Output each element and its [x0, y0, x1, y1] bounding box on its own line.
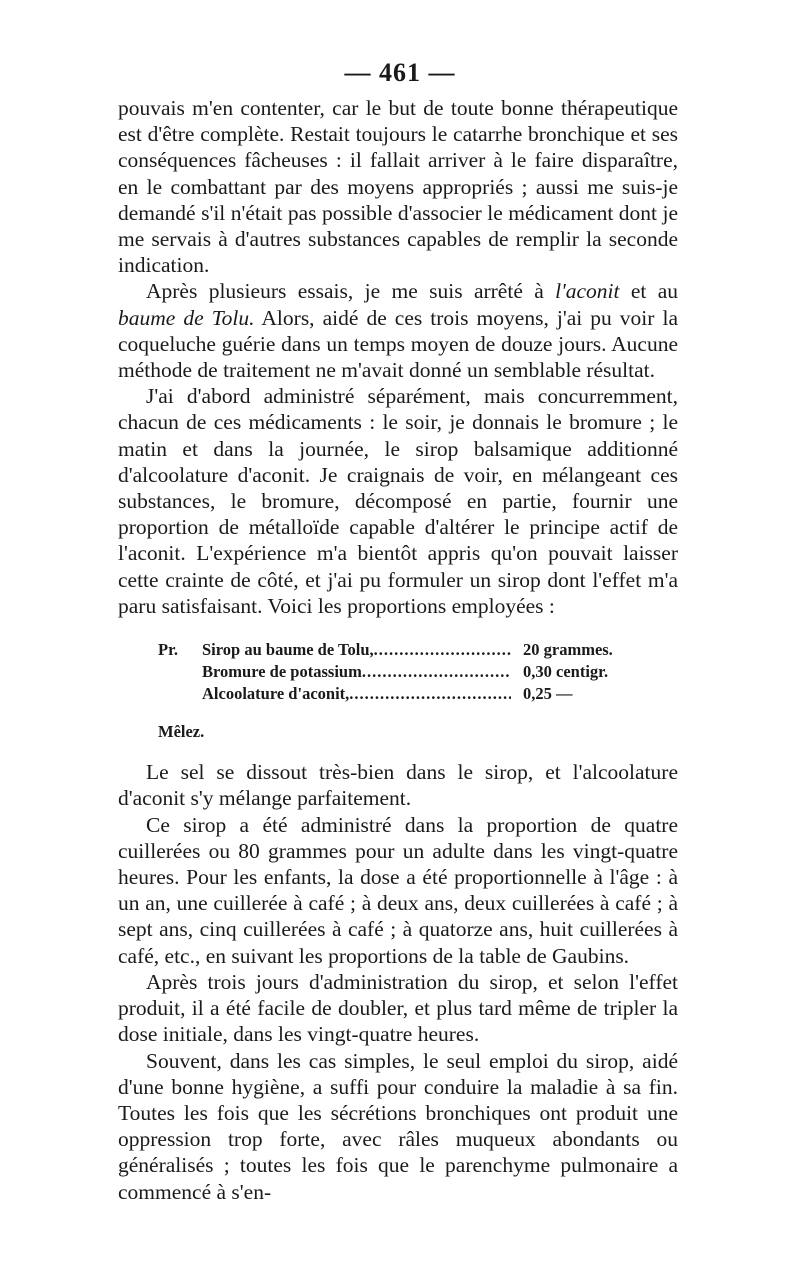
recipe-quantity: 0,25 — — [523, 684, 573, 704]
recipe-ingredient: Sirop au baume de Tolu, — [202, 640, 374, 660]
page-number: — 461 — — [344, 58, 456, 87]
paragraph — [118, 383, 678, 619]
text-run: Ce sirop a été administré dans la proportion de quatre cuillerées ou 80 grammes pour un adulte dans les vingt-quatre heures. Pour les enfants, la dose a été proportionnelle à l'âge : à un an, une cuillerée à café ; à deux ans, deux cuillerées à café ; à sept ans, cinq cuillerées à café ; à quatorze ans, huit cuillerées à café, etc., en suivant les proportions de la table de Gaubins. — [118, 812, 678, 968]
recipe-closing: Mêlez. — [158, 722, 205, 742]
recipe-ingredient: Alcoolature d'aconit, — [202, 684, 350, 704]
recipe-prescription — [158, 639, 633, 705]
paragraph — [118, 969, 678, 1048]
paragraph — [118, 1048, 678, 1205]
recipe-ingredient: Bromure de potassium — [202, 662, 362, 682]
italic-term: baume de Tolu. — [118, 305, 255, 330]
text-run: Après trois jours d'administration du sirop, et selon l'effet produit, il a été facile de doubler, et plus tard même de tripler la dose initiale, dans les vingt-quatre heures. — [118, 969, 678, 1047]
recipe-quantity: 20 grammes. — [523, 640, 613, 660]
leader-dots — [374, 639, 511, 661]
recipe-row — [158, 639, 633, 661]
leader-dots — [362, 661, 511, 683]
paragraph — [118, 759, 678, 811]
recipe-quantity: 0,30 centigr. — [523, 662, 609, 682]
text-run: Le sel se dissout très-bien dans le sirop, et l'alcoolature d'aconit s'y mélange parfaitement. — [118, 760, 678, 811]
text-run: Après plusieurs essais, je me suis arrêté à — [146, 279, 556, 304]
paragraphs-before-recipe — [118, 95, 678, 619]
italic-term: l'aconit — [555, 279, 620, 304]
body-text — [118, 95, 678, 1205]
paragraph — [118, 812, 678, 969]
text-run: pouvais m'en contenter, car le but de toute bonne thérapeutique est d'être complète. Restait toujours le catarrhe bronchique et ses conséquences fâcheuses : il fallait arriver à le faire disparaître, en le combattant par des moyens appropriés ; aussi me suis-je demandé s'il n'était pas possible d'associer le médicament dont je me servais à d'autres substances capables de remplir la seconde indication. — [118, 96, 678, 278]
leader-dots — [349, 683, 511, 705]
recipe-prefix: Pr. — [158, 640, 179, 660]
paragraph — [118, 95, 678, 278]
recipe-row — [158, 683, 633, 705]
paragraph — [118, 278, 678, 383]
recipe-row — [158, 661, 633, 683]
text-run: Alors, aidé de ces trois moyens, j'ai pu voir la coqueluche guérie dans un temps moyen de douze jours. Aucune méthode de traitement ne m'avait donné un semblable résultat. — [118, 305, 679, 383]
text-run: J'ai d'abord administré séparément, mais concurremment, chacun de ces médicaments : le soir, je donnais le bromure ; le matin et dans la journée, le sirop balsamique additionné d'alcoolature d'aconit. Je craignais de voir, en mélangeant ces substances, le bromure, décomposé en partie, fournir une proportion de métalloïde capable d'altérer le principe actif de l'aconit. L'expérience m'a bientôt appris qu'on pouvait laisser cette crainte de côté, et j'ai pu formuler un sirop dont l'effet m'a paru satisfaisant. Voici les proportions employées : — [118, 384, 678, 618]
text-run: Souvent, dans les cas simples, le seul emploi du sirop, aidé d'une bonne hygiène, a suffi pour conduire la maladie à sa fin. Toutes les fois que les sécrétions bronchiques ont produit une oppression trop forte, avec râles muqueux abondants ou généralisés ; toutes les fois que le parenchyme pulmonaire a commencé à s'en- — [118, 1048, 678, 1204]
text-run: et au — [619, 279, 679, 304]
paragraphs-after-recipe — [118, 759, 678, 1204]
